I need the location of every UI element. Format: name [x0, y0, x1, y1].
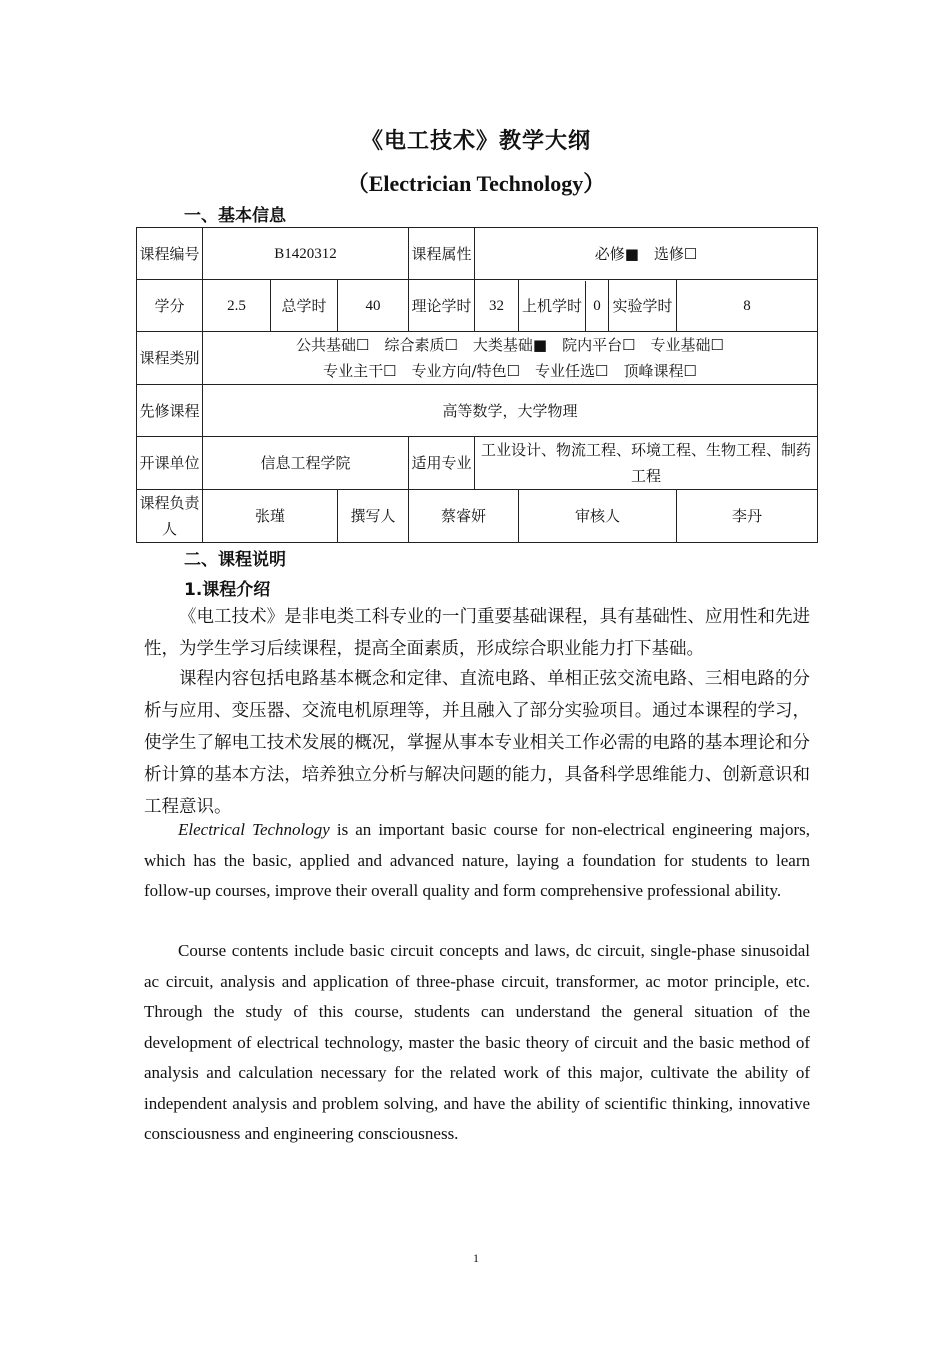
- course-intro-subheading: 1.课程介绍: [184, 580, 271, 600]
- intro-paragraph-zh-2: 课程内容包括电路基本概念和定律、直流电路、单相正弦交流电路、三相电路的分析与应用、变压器、交流电机原理等，并且融入了部分实验项目。通过本课程的学习，使学生了解电工技术发展的概况，掌握从事本专业相关工作必需的电路的基本理论和分析计算的基本方法，培养独立分析与解决问题的能力，具备科学思维能力、创新意识和工程意识。: [144, 669, 810, 817]
- course-leader-label: 课程负责人: [137, 490, 203, 543]
- intro-paragraph-en-1-text: is an important basic course for non-electrical engineering majors, which has the basic, applied and advanced nature, laying a foundation for students to learn follow-up courses, improve their overall quality and form comprehensive professional ability.: [144, 820, 810, 900]
- table-row: [137, 332, 818, 385]
- category-line-1: 公共基础☐ 综合素质☐ 大类基础■ 院内平台☐ 专业基础☐: [296, 336, 724, 354]
- credits-label: 学分: [137, 280, 203, 332]
- table-row: [137, 437, 818, 490]
- majors-label: 适用专业: [409, 437, 475, 490]
- category-line-2: 专业主干☐ 专业方向/特色☐ 专业任选☐ 顶峰课程☐: [323, 362, 697, 380]
- category-options: [203, 332, 818, 385]
- lab-hours-label: 实验学时: [609, 280, 677, 332]
- document-subtitle: （Electrician Technology）: [346, 171, 606, 196]
- computer-hours-value: 0: [593, 297, 601, 314]
- prerequisite-label: 先修课程: [137, 385, 203, 437]
- course-code-label: 课程编号: [137, 228, 203, 280]
- category-label: 课程类别: [137, 332, 203, 385]
- document-title: 《电工技术》教学大纲: [360, 129, 591, 154]
- table-row: [137, 280, 818, 332]
- department-value: 信息工程学院: [203, 437, 409, 490]
- prerequisite-value: 高等数学，大学物理: [203, 385, 818, 437]
- computer-hours-cell: [519, 280, 609, 332]
- course-attribute-label: 课程属性: [409, 228, 475, 280]
- intro-paragraph-en-1: [144, 815, 810, 907]
- reviewer-label: 审核人: [519, 490, 677, 543]
- writer-label: 撰写人: [338, 490, 409, 543]
- course-name-italic: Electrical Technology: [178, 820, 330, 839]
- theory-hours-label: 理论学时: [409, 280, 475, 332]
- table-row: [137, 228, 818, 280]
- table-row: [137, 385, 818, 437]
- computer-hours-label: 上机学时: [519, 281, 586, 331]
- section-basic-info-heading: 一、基本信息: [184, 206, 286, 226]
- reviewer-value: 李丹: [677, 490, 818, 543]
- theory-hours-value: 32: [475, 280, 519, 332]
- intro-paragraph-en-2: Course contents include basic circuit concepts and laws, dc circuit, single-phase sinusoidal ac circuit, analysis and application of three-phase circuit, transformer, ac motor principle, etc. Through the study of this course, students can understand the general situation of the development of electrical technology, master the basic theory of circuit and the basic method of analysis and calculation necessary for the related work of this major, cultivate the ability of independent analysis and problem solving, and have the ability of scientific thinking, innovative consciousness and engineering consciousness.: [144, 941, 810, 1143]
- section-course-description-heading: 二、课程说明: [184, 550, 286, 570]
- majors-value: 工业设计、物流工程、环境工程、生物工程、制药工程: [475, 437, 818, 490]
- credits-value: 2.5: [203, 280, 271, 332]
- course-code-value: B1420312: [203, 228, 409, 280]
- course-attribute-value: 必修■ 选修☐: [475, 228, 818, 280]
- course-leader-value: 张瑾: [203, 490, 338, 543]
- total-hours-label: 总学时: [271, 280, 338, 332]
- writer-value: 蔡睿妍: [409, 490, 519, 543]
- total-hours-value: 40: [338, 280, 409, 332]
- page-number: 1: [473, 1251, 479, 1265]
- table-row: [137, 490, 818, 543]
- intro-paragraph-zh-1: 《电工技术》是非电类工科专业的一门重要基础课程，具有基础性、应用性和先进性，为学生学习后续课程，提高全面素质，形成综合职业能力打下基础。: [144, 607, 810, 659]
- lab-hours-value: 8: [677, 280, 818, 332]
- course-info-table: [136, 227, 818, 543]
- department-label: 开课单位: [137, 437, 203, 490]
